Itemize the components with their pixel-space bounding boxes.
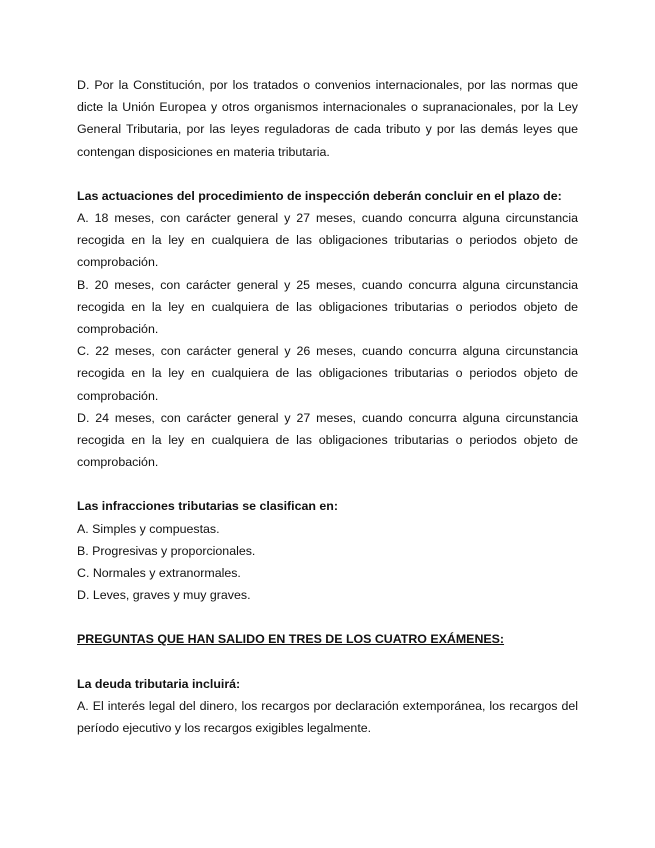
document-page bbox=[77, 74, 578, 739]
question-infractions-classification bbox=[77, 495, 578, 606]
question-title: Las infracciones tributarias se clasifican en: bbox=[77, 499, 338, 514]
answer-option-b: B. 20 meses, con carácter general y 25 meses, cuando concurra alguna circunstancia recogida en la ley en cualquiera de las obligaciones tributarias o periodos objeto de comprobación. bbox=[77, 277, 578, 337]
question-title: Las actuaciones del procedimiento de inspección deberán concluir en el plazo de: bbox=[77, 188, 562, 203]
spacer bbox=[77, 163, 578, 185]
spacer bbox=[77, 606, 578, 628]
spacer bbox=[77, 651, 578, 673]
answer-option-d-constitution: D. Por la Constitución, por los tratados o convenios internacionales, por las normas que dicte la Unión Europea y otros organismos internacionales o supranacionales, por la Ley General Tributaria, por las leyes reguladoras de cada tributo y por las demás leyes que contengan disposiciones en materia tributaria. bbox=[77, 78, 578, 159]
answer-option-d: D. 24 meses, con carácter general y 27 meses, cuando concurra alguna circunstancia recogida en la ley en cualquiera de las obligaciones tributarias o periodos objeto de comprobación. bbox=[77, 410, 578, 470]
section-heading: PREGUNTAS QUE HAN SALIDO EN TRES DE LOS CUATRO EXÁMENES: bbox=[77, 632, 505, 647]
question-title: La deuda tributaria incluirá: bbox=[77, 676, 241, 691]
question-inspection-deadline bbox=[77, 185, 578, 474]
question-tax-debt bbox=[77, 673, 578, 740]
answer-option-a: A. 18 meses, con carácter general y 27 meses, cuando concurra alguna circunstancia recogida en la ley en cualquiera de las obligaciones tributarias o periodos objeto de comprobación. bbox=[77, 211, 578, 270]
spacer bbox=[77, 473, 578, 495]
answer-option-c: C. 22 meses, con carácter general y 26 meses, cuando concurra alguna circunstancia recogida en la ley en cualquiera de las obligaciones tributarias o periodos objeto de comprobación. bbox=[77, 344, 578, 403]
answer-option-a: A. El interés legal del dinero, los recargos por declaración extemporánea, los recargos del período ejecutivo y los recargos exigibles legalmente. bbox=[77, 698, 578, 736]
answer-option-d: D. Leves, graves y muy graves. bbox=[77, 588, 251, 603]
answer-option-a: A. Simples y compuestas. bbox=[77, 521, 220, 536]
answer-option-c: C. Normales y extranormales. bbox=[77, 566, 241, 581]
answer-option-b: B. Progresivas y proporcionales. bbox=[77, 543, 256, 558]
